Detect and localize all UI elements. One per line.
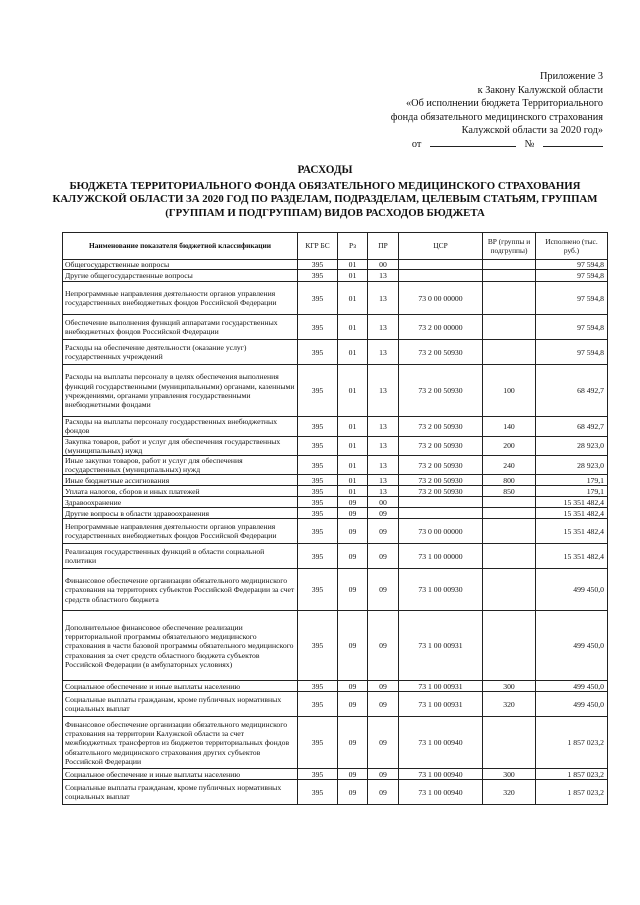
cell-pr: 13 [368,486,399,497]
cell-rz: 09 [338,497,368,508]
heading-line-2: КАЛУЖСКОЙ ОБЛАСТИ ЗА 2020 ГОД ПО РАЗДЕЛАМ, ПОДРАЗДЕЛАМ, ЦЕЛЕВЫМ СТАТЬЯМ, ГРУППАМ [52,193,598,206]
cell-kgrbs: 395 [298,508,338,519]
cell-vr [483,315,536,340]
appendix-signature-line [303,138,603,152]
appendix-line-3: «Об исполнении бюджета Территориального [405,98,603,109]
cell-pr: 09 [368,681,399,692]
cell-csr: 73 0 00 00000 [399,519,483,544]
table-row [63,769,608,780]
table-row [63,544,608,569]
cell-csr: 73 1 00 00931 [399,692,483,717]
table-body [63,260,608,805]
cell-amount: 68 492,7 [536,417,608,436]
cell-pr: 13 [368,475,399,486]
cell-rz: 01 [338,260,368,270]
number-prefix: № [524,138,535,150]
table-row [63,692,608,717]
table-row [63,780,608,805]
table-row [63,475,608,486]
cell-pr: 13 [368,282,399,315]
cell-rz: 01 [338,315,368,340]
cell-rz: 01 [338,486,368,497]
cell-csr: 73 2 00 50930 [399,340,483,365]
cell-vr [483,497,536,508]
cell-csr: 73 1 00 00931 [399,681,483,692]
cell-name: Общегосударственные вопросы [63,260,298,270]
cell-csr: 73 1 00 00940 [399,769,483,780]
heading-main: РАСХОДЫ [297,164,353,176]
cell-rz: 01 [338,340,368,365]
cell-vr [483,508,536,519]
cell-pr: 09 [368,569,399,611]
cell-name: Иные закупки товаров, работ и услуг для обеспечения государственных (муниципальных) нужд [63,456,298,475]
cell-kgrbs: 395 [298,486,338,497]
cell-pr: 09 [368,780,399,805]
cell-amount: 15 351 482,4 [536,497,608,508]
cell-name: Дополнительное финансовое обеспечение реализации территориальной программы обязательного медицинского страхования в части базовой программы обязательного медицинского страхования за счет средств областного бюджета субъектов Российской Федерации (в амбулаторных условиях) [63,611,298,681]
cell-name: Финансовое обеспечение организации обязательного медицинского страхования на территориях субъектов Российской Федерации за счет средств областного бюджета [63,569,298,611]
cell-name: Закупка товаров, работ и услуг для обеспечения государственных (муниципальных) нужд [63,436,298,455]
cell-pr: 00 [368,260,399,270]
cell-rz: 09 [338,569,368,611]
cell-kgrbs: 395 [298,681,338,692]
table-row [63,260,608,270]
cell-vr [483,270,536,282]
cell-amount: 97 594,8 [536,315,608,340]
table-row [63,282,608,315]
cell-rz: 09 [338,508,368,519]
cell-name: Уплата налогов, сборов и иных платежей [63,486,298,497]
cell-name: Реализация государственных функций в области социальной политики [63,544,298,569]
table-row [63,569,608,611]
cell-csr: 73 2 00 50930 [399,436,483,455]
cell-name: Другие вопросы в области здравоохранения [63,508,298,519]
cell-rz: 09 [338,769,368,780]
cell-name: Расходы на выплаты персоналу в целях обеспечения выполнения функций государственными (муниципальными) органами, казенными учреждениями, органами управления государственными внебюджетными фондами [63,365,298,417]
date-prefix: от [411,138,422,150]
cell-kgrbs: 395 [298,270,338,282]
table-row [63,611,608,681]
cell-pr: 09 [368,692,399,717]
cell-kgrbs: 395 [298,260,338,270]
cell-kgrbs: 395 [298,544,338,569]
cell-kgrbs: 395 [298,611,338,681]
cell-amount: 15 351 482,4 [536,519,608,544]
cell-csr: 73 2 00 50930 [399,486,483,497]
cell-vr [483,611,536,681]
cell-pr: 13 [368,456,399,475]
heading-line-3: (ГРУППАМ И ПОДГРУППАМ) ВИДОВ РАСХОДОВ БЮДЖЕТА [165,206,485,219]
cell-rz: 09 [338,780,368,805]
cell-csr: 73 1 00 00940 [399,717,483,769]
cell-csr: 73 2 00 00000 [399,315,483,340]
cell-pr: 09 [368,769,399,780]
appendix-line-5: Калужской области за 2020 год» [461,125,603,136]
cell-amount: 97 594,8 [536,340,608,365]
cell-pr: 09 [368,544,399,569]
appendix-block [303,70,603,151]
header-executed: Исполнено (тыс. руб.) [536,233,608,260]
cell-kgrbs: 395 [298,340,338,365]
header-pr: ПР [368,233,399,260]
cell-name: Социальное обеспечение и иные выплаты населению [63,769,298,780]
table-row [63,340,608,365]
cell-name: Непрограммные направления деятельности органов управления государственных внебюджетных фондов Российской Федерации [63,282,298,315]
cell-rz: 01 [338,365,368,417]
table-row [63,365,608,417]
cell-name: Социальные выплаты гражданам, кроме публичных нормативных социальных выплат [63,692,298,717]
cell-amount: 499 450,0 [536,692,608,717]
cell-vr: 240 [483,456,536,475]
table-row [63,456,608,475]
cell-kgrbs: 395 [298,769,338,780]
cell-pr: 13 [368,417,399,436]
cell-pr: 13 [368,365,399,417]
cell-csr: 73 2 00 50930 [399,417,483,436]
cell-amount: 499 450,0 [536,681,608,692]
header-rz: Рз [338,233,368,260]
cell-amount: 1 857 023,2 [536,717,608,769]
cell-csr: 73 1 00 00931 [399,611,483,681]
cell-vr [483,260,536,270]
date-blank [430,146,516,147]
cell-amount: 179,1 [536,486,608,497]
appendix-line-1: Приложение 3 [540,71,603,82]
cell-vr: 140 [483,417,536,436]
cell-kgrbs: 395 [298,315,338,340]
cell-pr: 13 [368,315,399,340]
table-row [63,486,608,497]
table-row [63,508,608,519]
number-blank [543,146,603,147]
cell-vr [483,282,536,315]
cell-vr: 800 [483,475,536,486]
cell-rz: 01 [338,456,368,475]
cell-name: Обеспечение выполнения функций аппаратами государственных внебюджетных фондов Российской Федерации [63,315,298,340]
cell-amount: 499 450,0 [536,569,608,611]
cell-vr [483,544,536,569]
cell-name: Другие общегосударственные вопросы [63,270,298,282]
cell-rz: 01 [338,282,368,315]
cell-csr: 73 1 00 00000 [399,544,483,569]
heading-line-1: БЮДЖЕТА ТЕРРИТОРИАЛЬНОГО ФОНДА ОБЯЗАТЕЛЬНОГО МЕДИЦИНСКОГО СТРАХОВАНИЯ [69,180,581,193]
cell-kgrbs: 395 [298,497,338,508]
cell-csr: 73 1 00 00930 [399,569,483,611]
cell-vr: 200 [483,436,536,455]
cell-kgrbs: 395 [298,569,338,611]
cell-amount: 15 351 482,4 [536,508,608,519]
header-name: Наименование показателя бюджетной классификации [63,233,298,260]
cell-rz: 01 [338,436,368,455]
document-heading [40,164,610,220]
cell-name: Расходы на выплаты персоналу государственных внебюджетных фондов [63,417,298,436]
cell-rz: 09 [338,717,368,769]
cell-vr: 320 [483,780,536,805]
cell-amount: 1 857 023,2 [536,769,608,780]
cell-csr [399,497,483,508]
cell-csr [399,508,483,519]
cell-amount: 97 594,8 [536,282,608,315]
cell-pr: 09 [368,717,399,769]
cell-vr: 320 [483,692,536,717]
cell-kgrbs: 395 [298,692,338,717]
cell-kgrbs: 395 [298,456,338,475]
cell-name: Иные бюджетные ассигнования [63,475,298,486]
cell-rz: 01 [338,270,368,282]
header-vr: ВР (группы и подгруппы) [483,233,536,260]
cell-pr: 00 [368,497,399,508]
cell-pr: 13 [368,270,399,282]
cell-amount: 28 923,0 [536,436,608,455]
cell-name: Социальное обеспечение и иные выплаты населению [63,681,298,692]
table-row [63,315,608,340]
cell-amount: 97 594,8 [536,270,608,282]
cell-name: Непрограммные направления деятельности органов управления государственных внебюджетных фондов Российской Федерации [63,519,298,544]
cell-pr: 09 [368,519,399,544]
cell-amount: 28 923,0 [536,456,608,475]
header-kgrbs: КГР БС [298,233,338,260]
header-csr: ЦСР [399,233,483,260]
cell-amount: 499 450,0 [536,611,608,681]
cell-csr [399,260,483,270]
cell-pr: 09 [368,611,399,681]
cell-csr: 73 2 00 50930 [399,475,483,486]
table-row [63,519,608,544]
cell-rz: 09 [338,544,368,569]
cell-amount: 97 594,8 [536,260,608,270]
cell-amount: 179,1 [536,475,608,486]
cell-vr [483,717,536,769]
cell-kgrbs: 395 [298,282,338,315]
cell-csr: 73 0 00 00000 [399,282,483,315]
table-header-row [63,233,608,260]
cell-pr: 13 [368,340,399,365]
table-row [63,417,608,436]
cell-amount: 68 492,7 [536,365,608,417]
cell-csr: 73 1 00 00940 [399,780,483,805]
cell-kgrbs: 395 [298,365,338,417]
cell-name: Расходы на обеспечение деятельности (оказание услуг) государственных учреждений [63,340,298,365]
cell-pr: 09 [368,508,399,519]
table-row [63,497,608,508]
cell-vr: 300 [483,681,536,692]
cell-rz: 09 [338,681,368,692]
cell-amount: 1 857 023,2 [536,780,608,805]
table-row [63,436,608,455]
cell-amount: 15 351 482,4 [536,544,608,569]
cell-kgrbs: 395 [298,475,338,486]
cell-vr: 300 [483,769,536,780]
table-row [63,717,608,769]
expenditure-table [62,232,608,805]
cell-kgrbs: 395 [298,436,338,455]
cell-pr: 13 [368,436,399,455]
cell-name: Социальные выплаты гражданам, кроме публичных нормативных социальных выплат [63,780,298,805]
cell-csr: 73 2 00 50930 [399,365,483,417]
table-row [63,270,608,282]
cell-kgrbs: 395 [298,780,338,805]
cell-name: Финансовое обеспечение организации обязательного медицинского страхования на территории Калужской области за счет межбюджетных трансфертов из бюджетов территориальных фондов обязательного медицинского страхования других субъектов Российской Федерации [63,717,298,769]
cell-kgrbs: 395 [298,417,338,436]
cell-kgrbs: 395 [298,717,338,769]
cell-name: Здравоохранение [63,497,298,508]
cell-rz: 09 [338,692,368,717]
appendix-line-2: к Закону Калужской области [477,84,603,96]
cell-vr [483,569,536,611]
cell-csr: 73 2 00 50930 [399,456,483,475]
cell-vr: 100 [483,365,536,417]
cell-csr [399,270,483,282]
cell-vr [483,340,536,365]
cell-vr: 850 [483,486,536,497]
cell-rz: 01 [338,417,368,436]
table-row [63,681,608,692]
cell-rz: 09 [338,519,368,544]
cell-rz: 01 [338,475,368,486]
cell-vr [483,519,536,544]
appendix-line-4: фонда обязательного медицинского страхования [390,111,603,123]
cell-rz: 09 [338,611,368,681]
cell-kgrbs: 395 [298,519,338,544]
